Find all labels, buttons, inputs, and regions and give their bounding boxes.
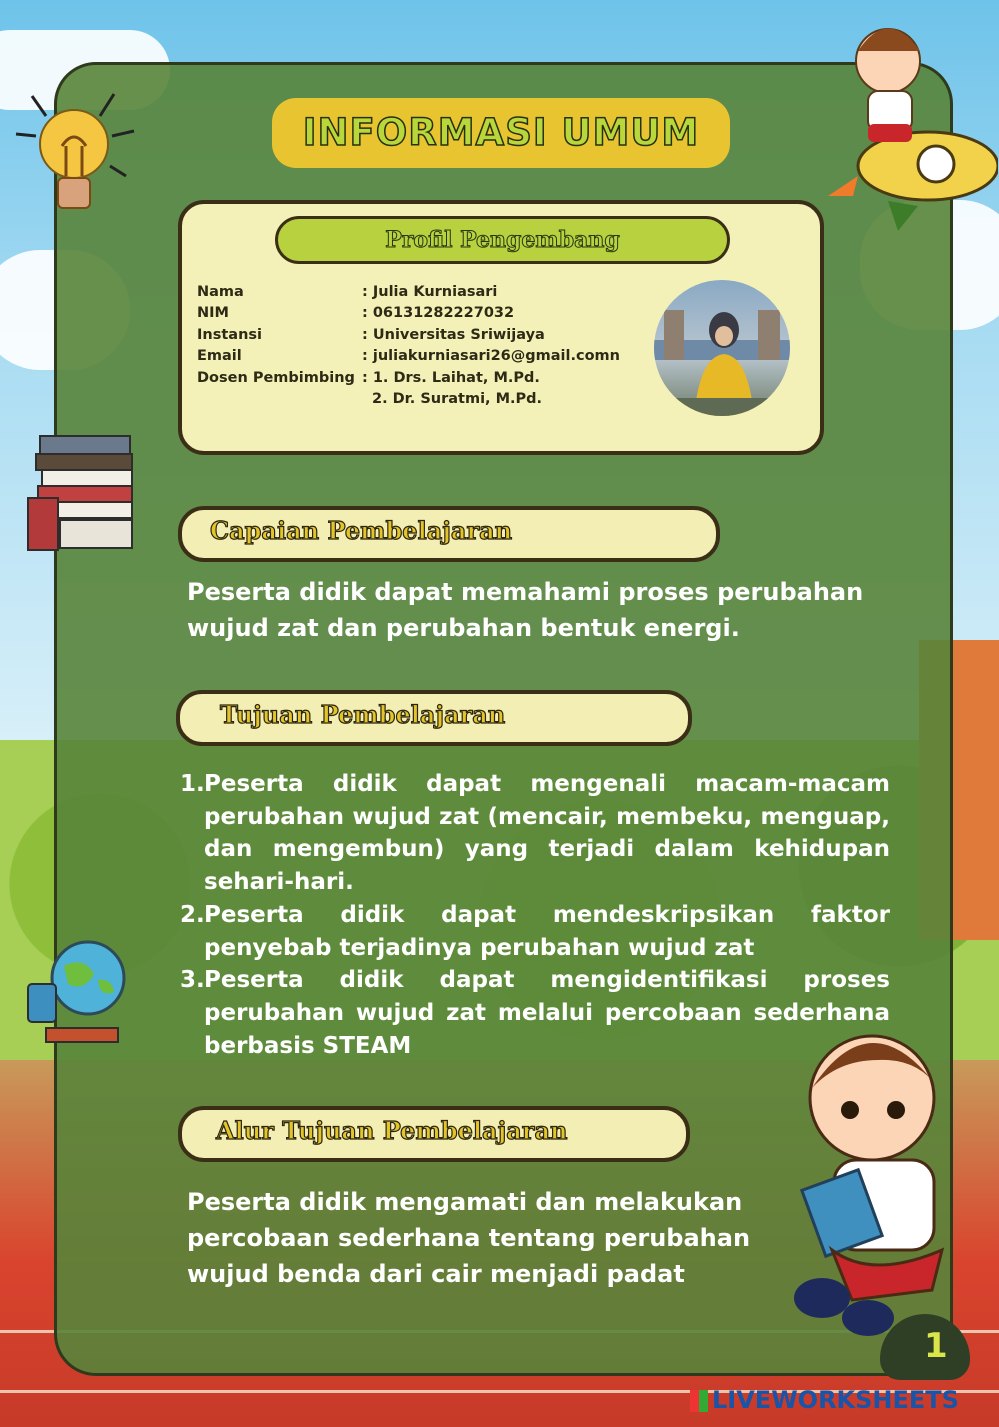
- list-item-text: Peserta didik dapat mendeskripsikan faktor penyebab terjadinya perubahan wujud zat: [204, 901, 890, 961]
- alur-text: Peserta didik mengamati dan melakukan percobaan sederhana tentang perubahan wujud benda dari cair menjadi padat: [187, 1188, 751, 1288]
- tujuan-list: [180, 768, 890, 1062]
- profile-label-email: Email: [197, 348, 242, 364]
- list-item-number: 1.: [180, 771, 205, 797]
- list-item: [180, 768, 890, 899]
- page-number: 1: [924, 1326, 948, 1366]
- capaian-title-pill: [178, 506, 720, 562]
- person-photo-icon: [654, 280, 790, 416]
- developer-photo: [654, 280, 790, 416]
- capaian-text: Peserta didik dapat memahami proses perubahan wujud zat dan perubahan bentuk energi.: [187, 578, 864, 642]
- profile-label-nama: Nama: [197, 284, 244, 300]
- profile-value-email: : juliakurniasari26@gmail.comn: [362, 348, 620, 364]
- profile-value-dosen-1: : 1. Drs. Laihat, M.Pd.: [362, 370, 540, 386]
- profile-title-pill: [275, 216, 730, 264]
- header-banner: [272, 98, 730, 168]
- globe-icon: [24, 932, 134, 1056]
- tujuan-title-pill: [176, 690, 692, 746]
- alur-title: Alur Tujuan Pembelajaran: [216, 1116, 568, 1145]
- list-item: [180, 899, 890, 964]
- page-title: INFORMASI UMUM: [302, 111, 700, 154]
- list-item-text: Peserta didik dapat mengenali macam-macam perubahan wujud zat (mencair, membeku, menguap, dan mengembun) yang terjadi dalam kehidupan sehari-hari.: [204, 771, 890, 896]
- profile-title: Profil Pengembang: [385, 227, 620, 253]
- books-stack-icon: [26, 430, 138, 554]
- list-item-number: 3.: [180, 967, 205, 994]
- list-item: [180, 964, 890, 1062]
- profile-label-nim: NIM: [197, 305, 229, 321]
- liveworksheets-logo-icon: [690, 1390, 708, 1412]
- lightbulb-icon: [14, 86, 144, 236]
- capaian-title: Capaian Pembelajaran: [210, 516, 513, 545]
- profile-value-nama: : Julia Kurniasari: [362, 284, 498, 300]
- profile-label-instansi: Instansi: [197, 327, 262, 343]
- list-item-number: 2.: [180, 901, 205, 928]
- profile-value-nim: : 06131282227032: [362, 305, 515, 321]
- liveworksheets-logo[interactable]: [690, 1386, 959, 1414]
- profile-value-instansi: : Universitas Sriwijaya: [362, 327, 545, 343]
- kid-on-rocket-icon: [818, 6, 998, 236]
- alur-title-pill: [178, 1106, 690, 1162]
- list-item-text: Peserta didik dapat mengidentifikasi proses perubahan wujud zat melalui percobaan sederhana berbasis STEAM: [204, 967, 890, 1059]
- watermark-text: LIVEWORKSHEETS: [712, 1386, 959, 1414]
- profile-label-dosen: Dosen Pembimbing: [197, 370, 355, 386]
- profile-value-dosen-2: 2. Dr. Suratmi, M.Pd.: [372, 391, 543, 407]
- tujuan-title: Tujuan Pembelajaran: [220, 700, 506, 729]
